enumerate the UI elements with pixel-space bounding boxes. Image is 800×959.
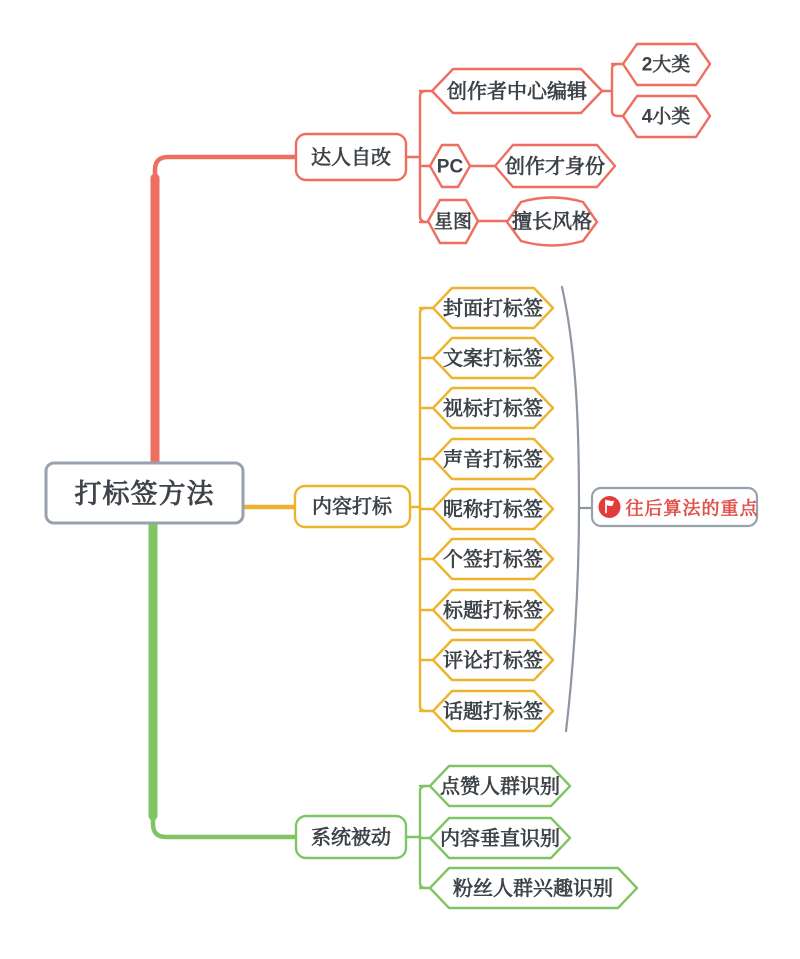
- branch-self-trunk: [155, 157, 296, 470]
- root-node-label: 打标签方法: [74, 479, 215, 509]
- node-xingtu-label: 星图: [433, 211, 473, 233]
- content-leaf-node[interactable]: [433, 590, 553, 630]
- system-leaf-node[interactable]: [430, 766, 570, 806]
- node-creator-center-label: 创作者中心编辑: [447, 81, 587, 103]
- brace-curve: [562, 287, 579, 731]
- flag-icon: [599, 496, 621, 518]
- content-leaf-node[interactable]: [433, 388, 553, 428]
- node-expert-style[interactable]: [507, 198, 597, 246]
- content-leaf-label: 标题打标签: [443, 600, 543, 622]
- node-4-minor-label: 4小类: [641, 106, 691, 128]
- annotation-node[interactable]: [592, 488, 759, 526]
- content-leaf-label: 评论打标签: [443, 650, 543, 672]
- branch-content-node[interactable]: [295, 486, 410, 527]
- system-leaf-node[interactable]: [430, 868, 637, 908]
- content-leaf-label: 昵称打标签: [443, 499, 543, 521]
- content-leaf-node[interactable]: [433, 539, 553, 579]
- node-creator-center[interactable]: [432, 69, 602, 113]
- node-creator-identity-label: 创作才身份: [505, 156, 605, 178]
- content-leaf-node[interactable]: [433, 640, 553, 680]
- content-leaf-node[interactable]: [433, 489, 553, 529]
- node-pc[interactable]: [430, 145, 470, 187]
- node-creator-identity[interactable]: [495, 145, 615, 187]
- branch-system-trunk: [153, 516, 296, 837]
- branch-content-connectors: [410, 308, 433, 711]
- connector: [153, 520, 296, 837]
- connector: [602, 64, 623, 116]
- branch-self-node[interactable]: [296, 134, 406, 180]
- system-leaf-label: 内容垂直识别: [440, 828, 560, 850]
- branch-system-connectors: [406, 786, 430, 888]
- node-expert-style-label: 擅长风格: [512, 211, 592, 233]
- content-leaf-label: 声音打标签: [443, 449, 543, 471]
- content-leaf-node[interactable]: [433, 691, 553, 731]
- branch-self-label: 达人自改: [311, 147, 391, 169]
- content-leaf-label: 文案打标签: [443, 348, 543, 370]
- node-xingtu[interactable]: [428, 200, 478, 243]
- content-leaf-label: 视标打标签: [443, 398, 543, 420]
- node-2-major-categories[interactable]: [623, 44, 710, 85]
- content-leaf-node[interactable]: [433, 338, 553, 378]
- branch-system-label: 系统被动: [311, 827, 391, 849]
- content-leaf-node[interactable]: [433, 439, 553, 479]
- connector: [155, 157, 296, 466]
- root-node[interactable]: [46, 463, 243, 523]
- content-leaf-label: 封面打标签: [443, 298, 543, 320]
- system-leaf-node[interactable]: [430, 818, 570, 858]
- node-2-major-label: 2大类: [641, 54, 691, 76]
- node-pc-label: PC: [436, 156, 464, 178]
- system-leaf-label: 粉丝人群兴趣识别: [453, 878, 613, 900]
- connector: [420, 91, 426, 222]
- branch-content-label: 内容打标: [312, 496, 392, 518]
- content-leaf-node[interactable]: [433, 288, 553, 328]
- branch-system-node[interactable]: [296, 816, 406, 858]
- system-leaf-label: 点赞人群识别: [440, 776, 560, 798]
- content-leaf-label: 话题打标签: [443, 701, 543, 723]
- annotation-label: 往后算法的重点: [625, 498, 759, 519]
- node-4-minor-categories[interactable]: [623, 96, 710, 137]
- content-leaf-label: 个签打标签: [443, 549, 543, 571]
